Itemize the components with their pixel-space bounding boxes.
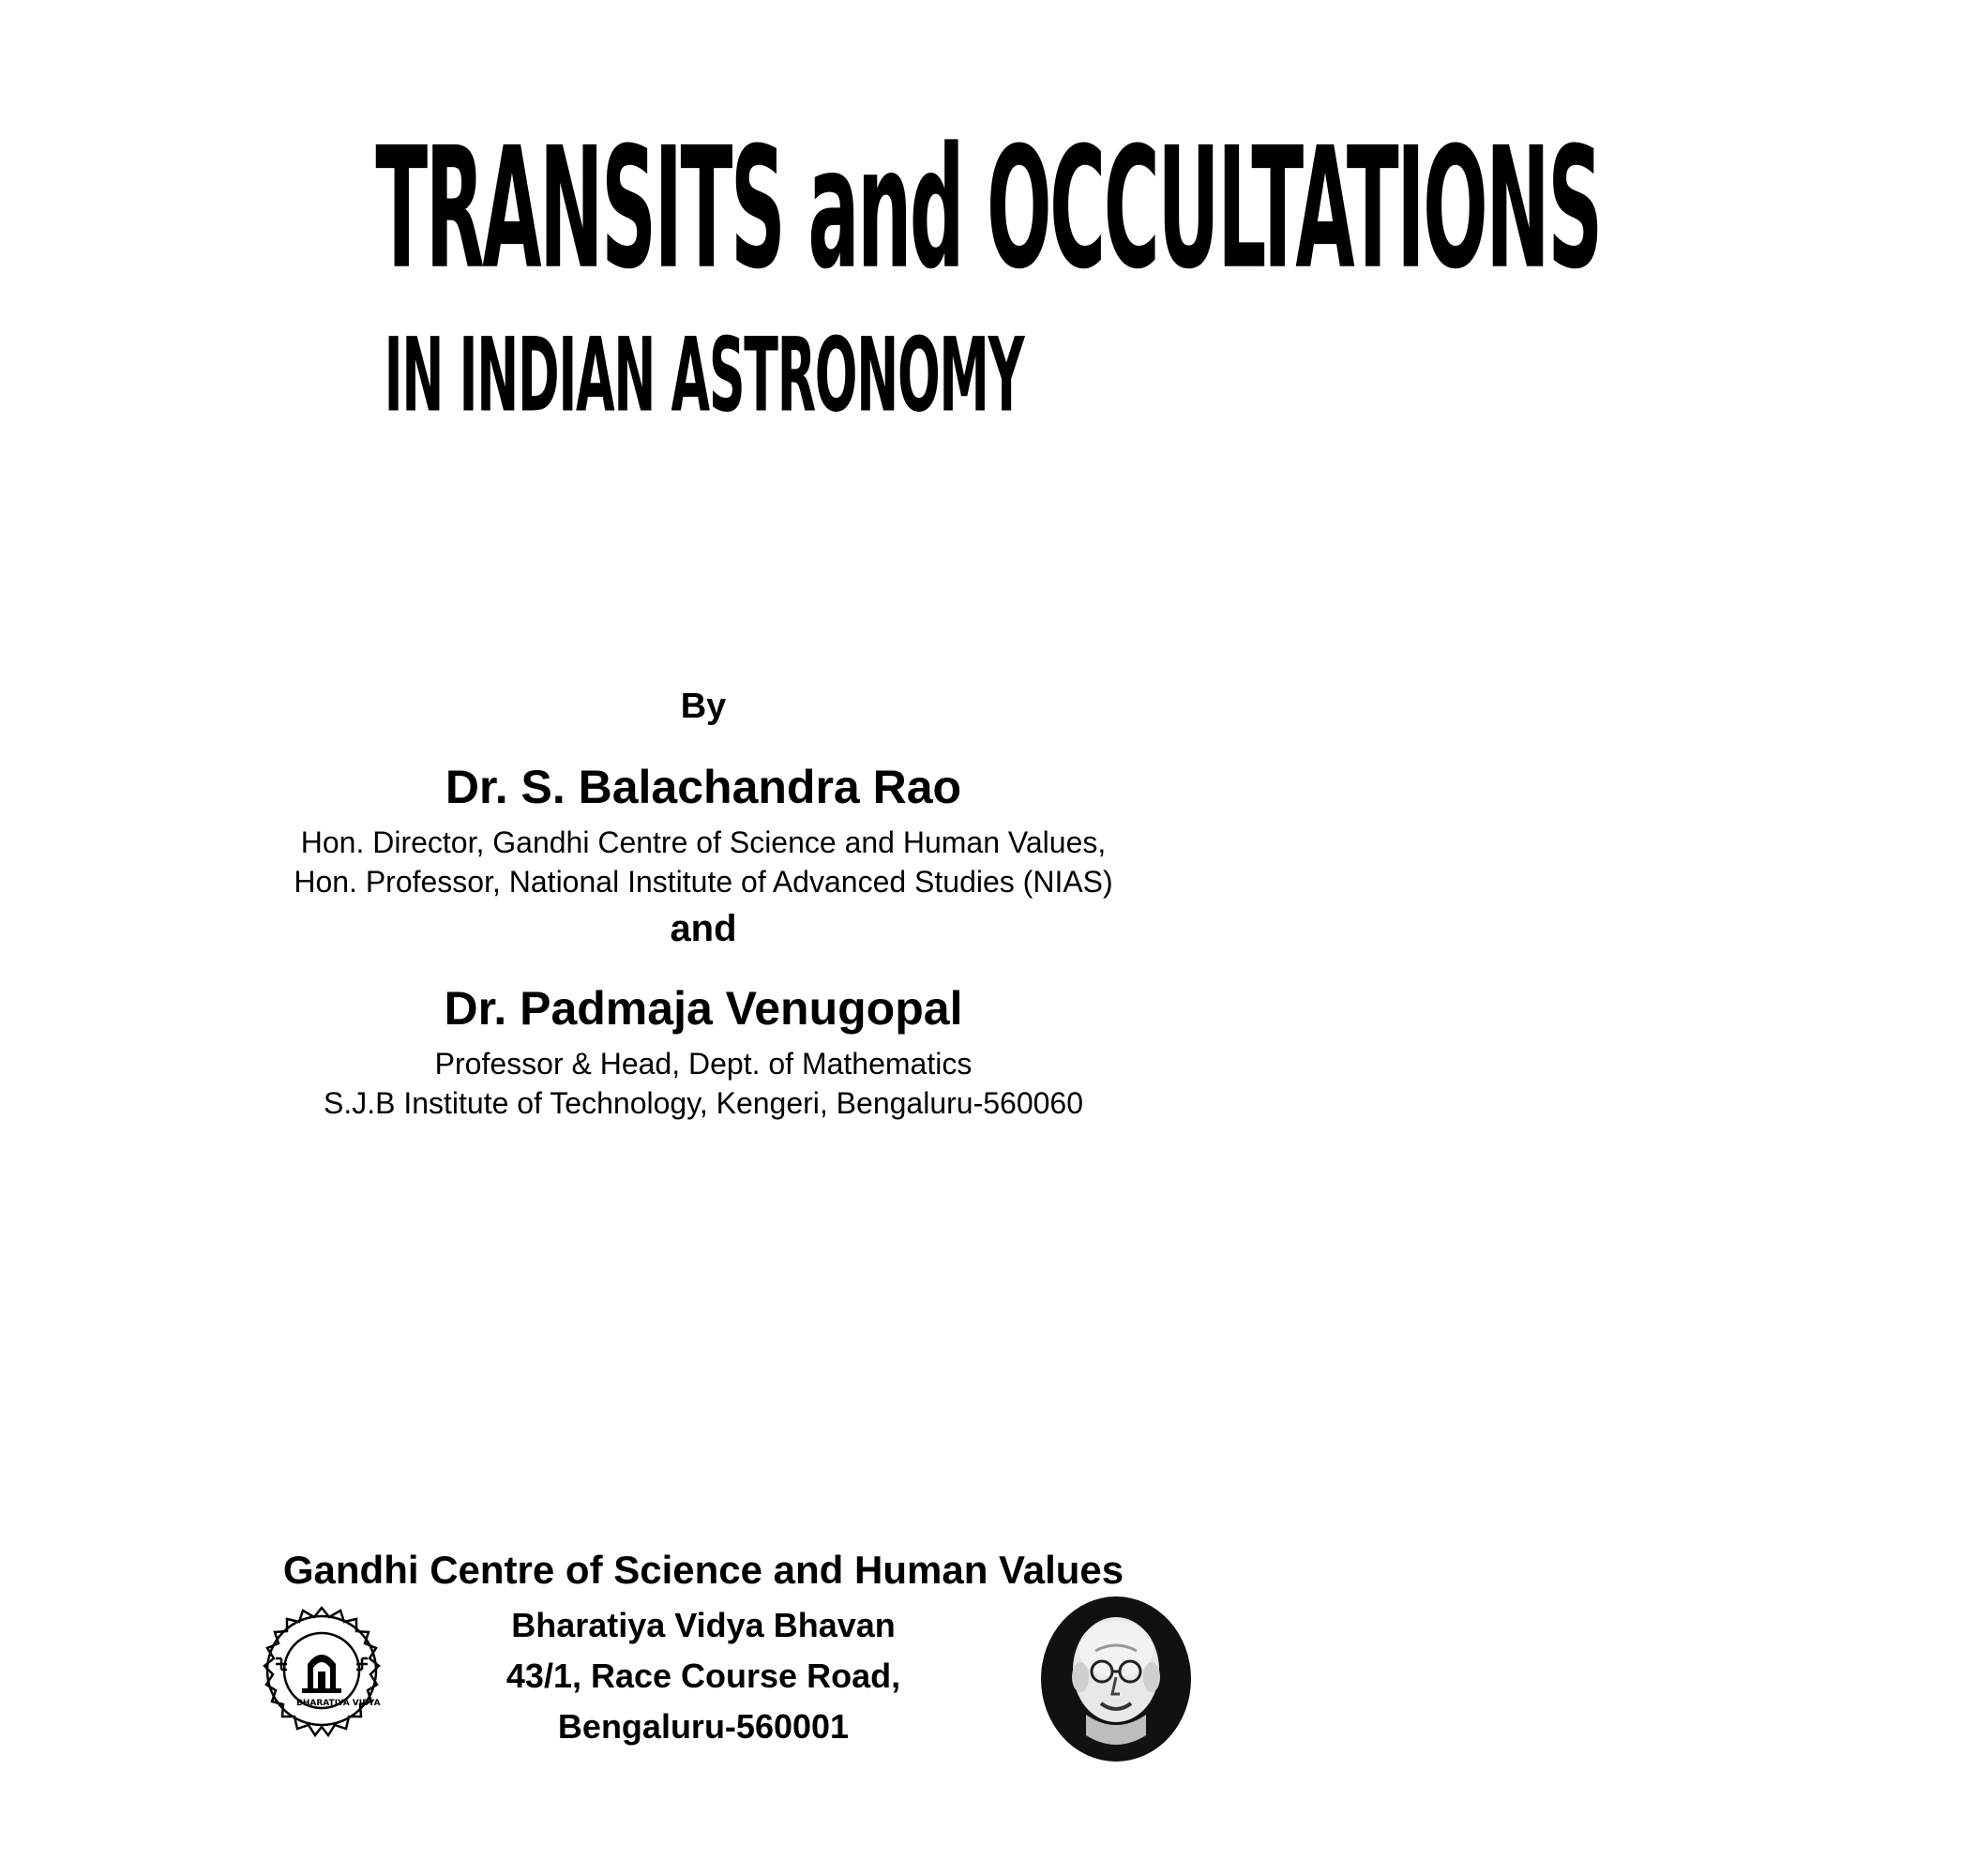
publisher-city-line: Bengaluru-560001 [557, 1707, 850, 1746]
publisher-line-1: Bharatiya Vidya Bhavan [511, 1606, 896, 1644]
and-label: and [670, 908, 737, 949]
author-2-name: Dr. Padmaja Venugopal [444, 982, 963, 1035]
book-title-text: TRANSITS and OCCULTATIONS [375, 112, 1601, 307]
author-1-affiliation-line-2: Hon. Professor, National Institute of Advanced Studies (NIAS) [294, 865, 1113, 899]
seal-lettering: BHARATIYA VIDYA [296, 1699, 381, 1708]
publisher-name: Gandhi Centre of Science and Human Values [282, 1548, 1124, 1592]
author-2-affiliation-line-2: S.J.B Institute of Technology, Kengeri, Bengaluru-560060 [323, 1086, 1083, 1120]
by-label: By [680, 687, 727, 726]
book-subtitle-text: IN INDIAN ASTRONOMY [384, 315, 1023, 435]
author-1-affiliation-line-1: Hon. Director, Gandhi Centre of Science and Human Values, [300, 825, 1107, 859]
book-title [0, 112, 1601, 307]
author-2-affiliation-line-1: Professor & Head, Dept. of Mathematics [434, 1047, 973, 1081]
bhavan-seal-icon [246, 1595, 398, 1747]
publisher-address-line: 43/1, Race Course Road, [505, 1657, 901, 1695]
author-1-name: Dr. S. Balachandra Rao [445, 761, 962, 813]
book-subtitle [0, 315, 1407, 435]
gandhi-portrait-icon [1039, 1595, 1193, 1763]
